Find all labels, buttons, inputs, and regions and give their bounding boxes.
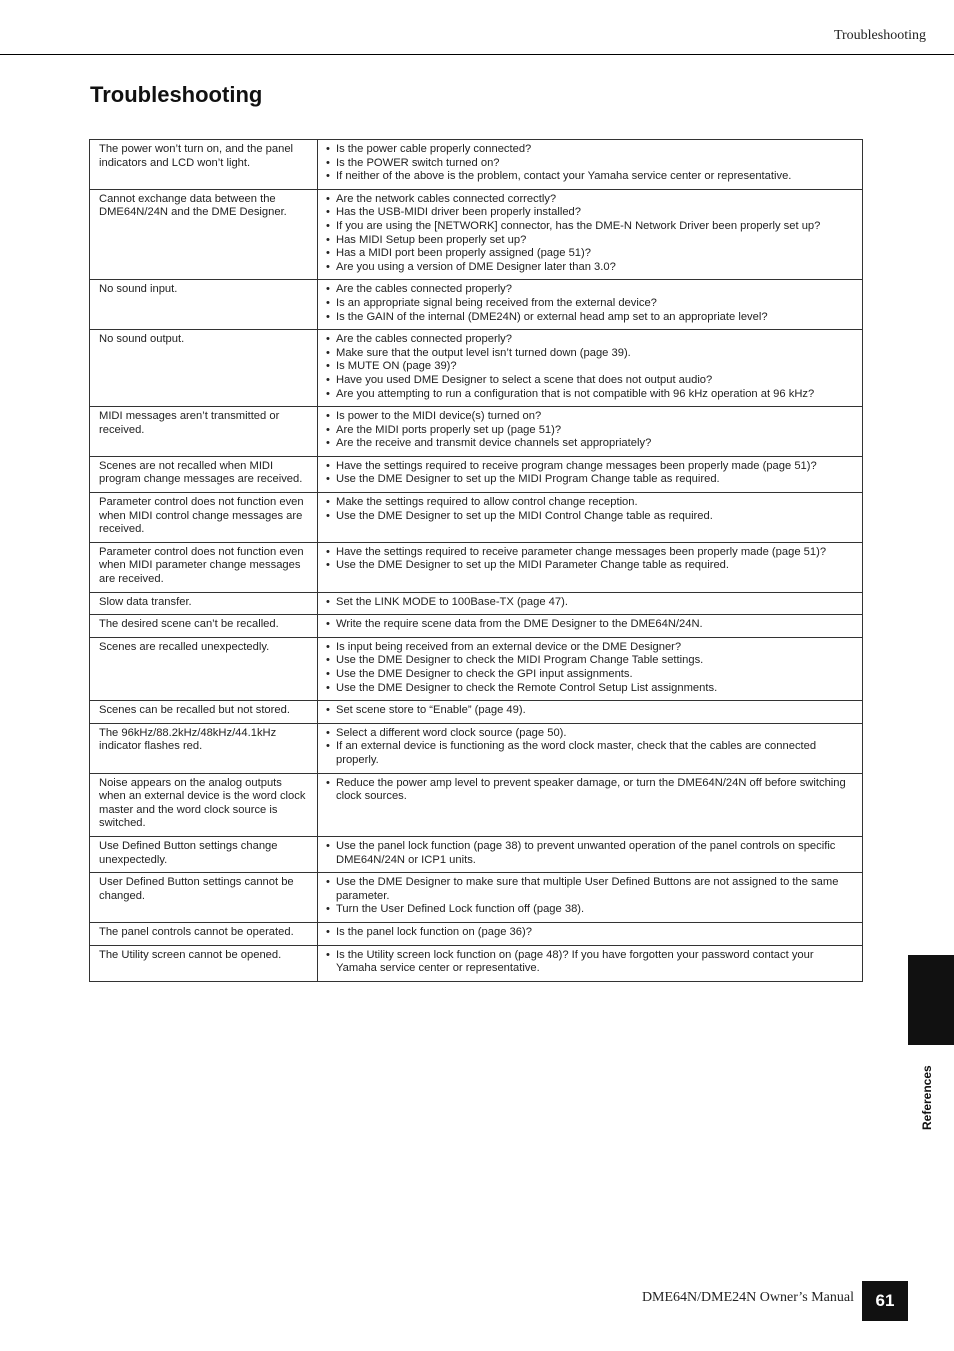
solution-cell: [318, 773, 863, 836]
table-row: [90, 873, 863, 923]
problem-cell: Scenes are not recalled when MIDI program change messages are received.: [90, 456, 318, 492]
solution-cell: [318, 615, 863, 638]
solution-item: • Is the panel lock function on (page 36)?: [326, 926, 856, 940]
problem-cell: Use Defined Button settings change unexpectedly.: [90, 836, 318, 872]
solution-item: • Use the DME Designer to set up the MIDI Parameter Change table as required.: [326, 559, 856, 573]
solution-cell: [318, 945, 863, 981]
solution-list: [326, 949, 856, 976]
solution-cell: [318, 189, 863, 280]
solution-list: [326, 876, 856, 917]
solution-list: [326, 546, 856, 573]
solution-cell: [318, 592, 863, 615]
solution-cell: [318, 723, 863, 773]
solution-list: [326, 496, 856, 523]
solution-item: • Is power to the MIDI device(s) turned on?: [326, 410, 856, 424]
solution-item: • Is the POWER switch turned on?: [326, 157, 856, 171]
solution-item: • Are the network cables connected correctly?: [326, 193, 856, 207]
table-row: [90, 945, 863, 981]
solution-list: [326, 840, 856, 867]
table-row: [90, 407, 863, 457]
problem-cell: User Defined Button settings cannot be changed.: [90, 873, 318, 923]
problem-cell: No sound output.: [90, 330, 318, 407]
problem-cell: No sound input.: [90, 280, 318, 330]
solution-item: • Have the settings required to receive parameter change messages been properly made (page 51)?: [326, 546, 856, 560]
solution-item: • If you are using the [NETWORK] connector, has the DME-N Network Driver been properly set up?: [326, 220, 856, 234]
table-row: [90, 456, 863, 492]
table-row: [90, 773, 863, 836]
solution-list: [326, 618, 856, 632]
running-header: Troubleshooting: [833, 28, 926, 43]
solution-item: • If neither of the above is the problem, contact your Yamaha service center or representative.: [326, 170, 856, 184]
solution-item: • Are you using a version of DME Designer later than 3.0?: [326, 261, 856, 275]
solution-item: • Use the panel lock function (page 38) to prevent unwanted operation of the panel controls on specific DME64N/24N or ICP1 units.: [326, 840, 856, 867]
problem-cell: Noise appears on the analog outputs when an external device is the word clock master and the word clock source is switched.: [90, 773, 318, 836]
problem-cell: Parameter control does not function even when MIDI parameter change messages are received.: [90, 542, 318, 592]
problem-cell: Parameter control does not function even when MIDI control change messages are received.: [90, 493, 318, 543]
solution-item: • Use the DME Designer to set up the MIDI Control Change table as required.: [326, 510, 856, 524]
solution-item: • Write the require scene data from the DME Designer to the DME64N/24N.: [326, 618, 856, 632]
solution-cell: [318, 330, 863, 407]
page-title: Troubleshooting: [90, 82, 263, 107]
solution-cell: [318, 542, 863, 592]
solution-list: [326, 283, 856, 324]
solution-item: • Is the GAIN of the internal (DME24N) or external head amp set to an appropriate level?: [326, 311, 856, 325]
section-tab-label: References: [920, 1065, 934, 1130]
solution-list: [326, 704, 856, 718]
solution-cell: [318, 280, 863, 330]
solution-cell: [318, 493, 863, 543]
solution-item: • Is MUTE ON (page 39)?: [326, 360, 856, 374]
page-number: 61: [862, 1281, 908, 1321]
table-row: [90, 592, 863, 615]
table-row: [90, 836, 863, 872]
solution-item: • Is the Utility screen lock function on (page 48)? If you have forgotten your password contact your Yamaha service center or representative.: [326, 949, 856, 976]
solution-item: • Have you used DME Designer to select a scene that does not output audio?: [326, 374, 856, 388]
solution-list: [326, 460, 856, 487]
solution-cell: [318, 407, 863, 457]
problem-cell: The Utility screen cannot be opened.: [90, 945, 318, 981]
solution-item: • Make sure that the output level isn’t turned down (page 39).: [326, 347, 856, 361]
solution-item: • Is the power cable properly connected?: [326, 143, 856, 157]
solution-item: • Is an appropriate signal being received from the external device?: [326, 297, 856, 311]
solution-item: • Set scene store to “Enable” (page 49).: [326, 704, 856, 718]
problem-cell: The 96kHz/88.2kHz/48kHz/44.1kHz indicator flashes red.: [90, 723, 318, 773]
solution-item: • Is input being received from an external device or the DME Designer?: [326, 641, 856, 655]
solution-item: • Are you attempting to run a configuration that is not compatible with 96 kHz operation at 96 kHz?: [326, 388, 856, 402]
table-row: [90, 280, 863, 330]
problem-cell: Scenes are recalled unexpectedly.: [90, 637, 318, 700]
table-row: [90, 330, 863, 407]
table-row: [90, 140, 863, 190]
solution-item: • Are the MIDI ports properly set up (page 51)?: [326, 424, 856, 438]
solution-item: • Has the USB-MIDI driver been properly installed?: [326, 206, 856, 220]
solution-item: • Has MIDI Setup been properly set up?: [326, 234, 856, 248]
troubleshooting-table: [89, 139, 863, 982]
solution-cell: [318, 140, 863, 190]
problem-cell: Cannot exchange data between the DME64N/24N and the DME Designer.: [90, 189, 318, 280]
problem-cell: Scenes can be recalled but not stored.: [90, 701, 318, 724]
troubleshooting-table-body: [90, 140, 863, 982]
solution-item: • Use the DME Designer to set up the MIDI Program Change table as required.: [326, 473, 856, 487]
solution-list: [326, 727, 856, 768]
table-row: [90, 493, 863, 543]
problem-cell: The power won’t turn on, and the panel indicators and LCD won’t light.: [90, 140, 318, 190]
solution-item: • Are the receive and transmit device channels set appropriately?: [326, 437, 856, 451]
problem-cell: The panel controls cannot be operated.: [90, 922, 318, 945]
solution-item: • Use the DME Designer to check the GPI input assignments.: [326, 668, 856, 682]
footer-manual-title: DME64N/DME24N Owner’s Manual: [641, 1290, 854, 1305]
solution-list: [326, 641, 856, 695]
solution-item: • If an external device is functioning as the word clock master, check that the cables are connected properly.: [326, 740, 856, 767]
table-row: [90, 189, 863, 280]
solution-cell: [318, 637, 863, 700]
table-row: [90, 922, 863, 945]
solution-item: • Select a different word clock source (page 50).: [326, 727, 856, 741]
problem-cell: The desired scene can’t be recalled.: [90, 615, 318, 638]
solution-item: • Use the DME Designer to make sure that multiple User Defined Buttons are not assigned to the same parameter.: [326, 876, 856, 903]
solution-list: [326, 410, 856, 451]
solution-item: • Use the DME Designer to check the MIDI Program Change Table settings.: [326, 654, 856, 668]
solution-list: [326, 193, 856, 275]
table-row: [90, 701, 863, 724]
table-row: [90, 723, 863, 773]
solution-cell: [318, 701, 863, 724]
solution-item: • Has a MIDI port been properly assigned (page 51)?: [326, 247, 856, 261]
solution-cell: [318, 456, 863, 492]
solution-cell: [318, 873, 863, 923]
solution-item: • Set the LINK MODE to 100Base-TX (page 47).: [326, 596, 856, 610]
solution-item: • Are the cables connected properly?: [326, 333, 856, 347]
solution-list: [326, 777, 856, 804]
solution-cell: [318, 836, 863, 872]
solution-list: [326, 333, 856, 401]
problem-cell: Slow data transfer.: [90, 592, 318, 615]
solution-list: [326, 143, 856, 184]
solution-item: • Reduce the power amp level to prevent speaker damage, or turn the DME64N/24N off before switching clock sources.: [326, 777, 856, 804]
solution-item: • Turn the User Defined Lock function off (page 38).: [326, 903, 856, 917]
solution-item: • Are the cables connected properly?: [326, 283, 856, 297]
solution-cell: [318, 922, 863, 945]
table-row: [90, 615, 863, 638]
problem-cell: MIDI messages aren’t transmitted or received.: [90, 407, 318, 457]
section-tab: [908, 955, 954, 1045]
solution-list: [326, 926, 856, 940]
header-rule: [0, 54, 954, 55]
solution-item: • Use the DME Designer to check the Remote Control Setup List assignments.: [326, 682, 856, 696]
solution-list: [326, 596, 856, 610]
table-row: [90, 637, 863, 700]
solution-item: • Have the settings required to receive program change messages been properly made (page 51)?: [326, 460, 856, 474]
table-row: [90, 542, 863, 592]
solution-item: • Make the settings required to allow control change reception.: [326, 496, 856, 510]
